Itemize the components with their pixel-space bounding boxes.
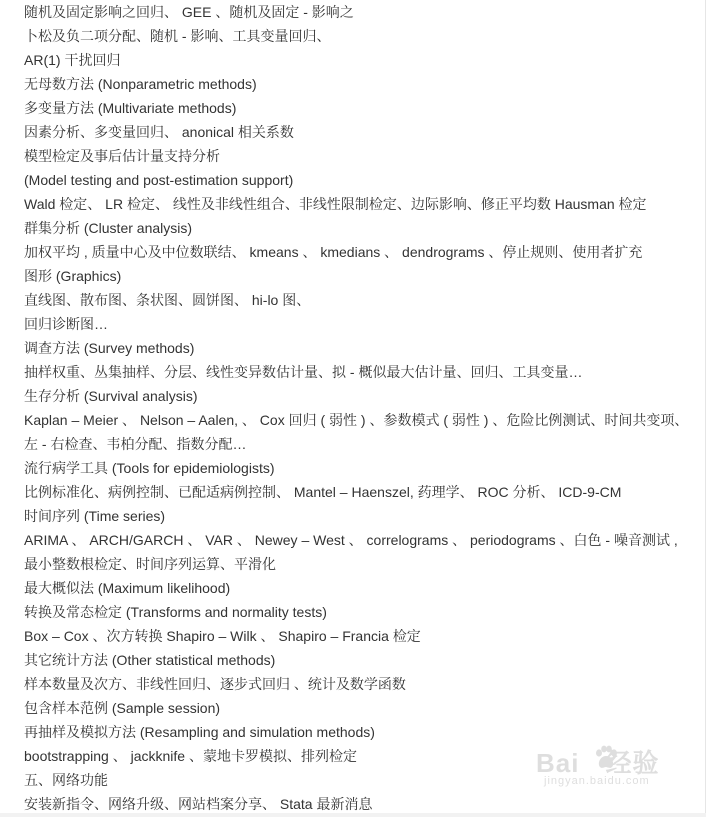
text-line: 比例标准化、病例控制、已配适病例控制、 Mantel – Haenszel, 药理学、 ROC 分析、 ICD-9-CM — [24, 484, 622, 500]
section-heading: 流行病学工具 (Tools for epidemiologists) — [24, 460, 275, 476]
section-heading: 时间序列 (Time series) — [24, 508, 166, 524]
section-heading: 生存分析 (Survival analysis) — [24, 388, 198, 404]
section-heading: 无母数方法 (Nonparametric methods) — [24, 76, 257, 92]
text-line: Wald 检定、 LR 检定、 线性及非线性组合、非线性限制检定、边际影响、修正平均数 Hausman 检定 — [24, 196, 647, 212]
text-line: 安装新指令、网络升级、网站档案分享、 Stata 最新消息 — [24, 796, 373, 812]
text-line: AR(1) 干扰回归 — [24, 52, 121, 68]
text-line: 因素分析、多变量回归、 anonical 相关系数 — [24, 124, 294, 140]
text-line: 回归诊断图… — [24, 316, 108, 332]
section-heading: 五、网络功能 — [24, 772, 108, 788]
text-line: ARIMA 、 ARCH/GARCH 、 VAR 、 Newey – West 、 correlograms 、 periodograms 、白色 - 噪音测试 , — [24, 532, 678, 548]
section-heading: 包含样本范例 (Sample session) — [24, 700, 221, 716]
text-line: 随机及固定影响之回归、 GEE 、随机及固定 - 影响之 — [24, 4, 354, 20]
section-heading: 其它统计方法 (Other statistical methods) — [24, 652, 276, 668]
section-heading: 转换及常态检定 (Transforms and normality tests) — [24, 604, 327, 620]
text-line: 抽样权重、丛集抽样、分层、线性变异数估计量、拟 - 概似最大估计量、回归、工具变量… — [24, 364, 583, 380]
section-heading: 多变量方法 (Multivariate methods) — [24, 100, 237, 116]
text-line: Box – Cox 、次方转换 Shapiro – Wilk 、 Shapiro – Francia 检定 — [24, 628, 421, 644]
text-line: (Model testing and post-estimation support) — [24, 172, 294, 188]
bottom-strip — [0, 813, 706, 817]
text-line: 样本数量及次方、非线性回归、逐步式回归 、统计及数学函数 — [24, 676, 406, 692]
text-line: Kaplan – Meier 、 Nelson – Aalen, 、 Cox 回归 ( 弱性 ) 、参数模式 ( 弱性 ) 、危险比例测试、时间共变项、 — [24, 412, 689, 428]
text-line: 直线图、散布图、条状图、圆饼图、 hi-lo 图、 — [24, 292, 311, 308]
text-line: 卜松及负二项分配、随机 - 影响、工具变量回归、 — [24, 28, 331, 44]
section-heading: 群集分析 (Cluster analysis) — [24, 220, 193, 236]
section-heading: 最大概似法 (Maximum likelihood) — [24, 580, 231, 596]
text-line: 最小整数根检定、时间序列运算、平滑化 — [24, 556, 276, 572]
section-heading: 调查方法 (Survey methods) — [24, 340, 195, 356]
section-heading: 图形 (Graphics) — [24, 268, 122, 284]
section-heading: 模型检定及事后估计量支持分析 — [24, 148, 220, 164]
text-line: 加权平均 , 质量中心及中位数联结、 kmeans 、 kmedians 、 dendrograms 、停止规则、使用者扩充 — [24, 244, 643, 260]
baidu-jingyan-watermark — [536, 743, 666, 793]
text-line: 左 - 右检查、韦柏分配、指数分配… — [24, 436, 247, 452]
text-line: bootstrapping 、 jackknife 、蒙地卡罗模拟、排列检定 — [24, 748, 357, 764]
section-heading: 再抽样及模拟方法 (Resampling and simulation methods) — [24, 724, 375, 740]
watermark-url: jingyan.baidu.com — [544, 775, 650, 787]
text-lines — [24, 0, 696, 816]
watermark-brand-left: Bai — [536, 748, 580, 778]
baidu-paw-icon — [594, 745, 618, 771]
watermark-brand-right: 经验 — [605, 748, 660, 778]
